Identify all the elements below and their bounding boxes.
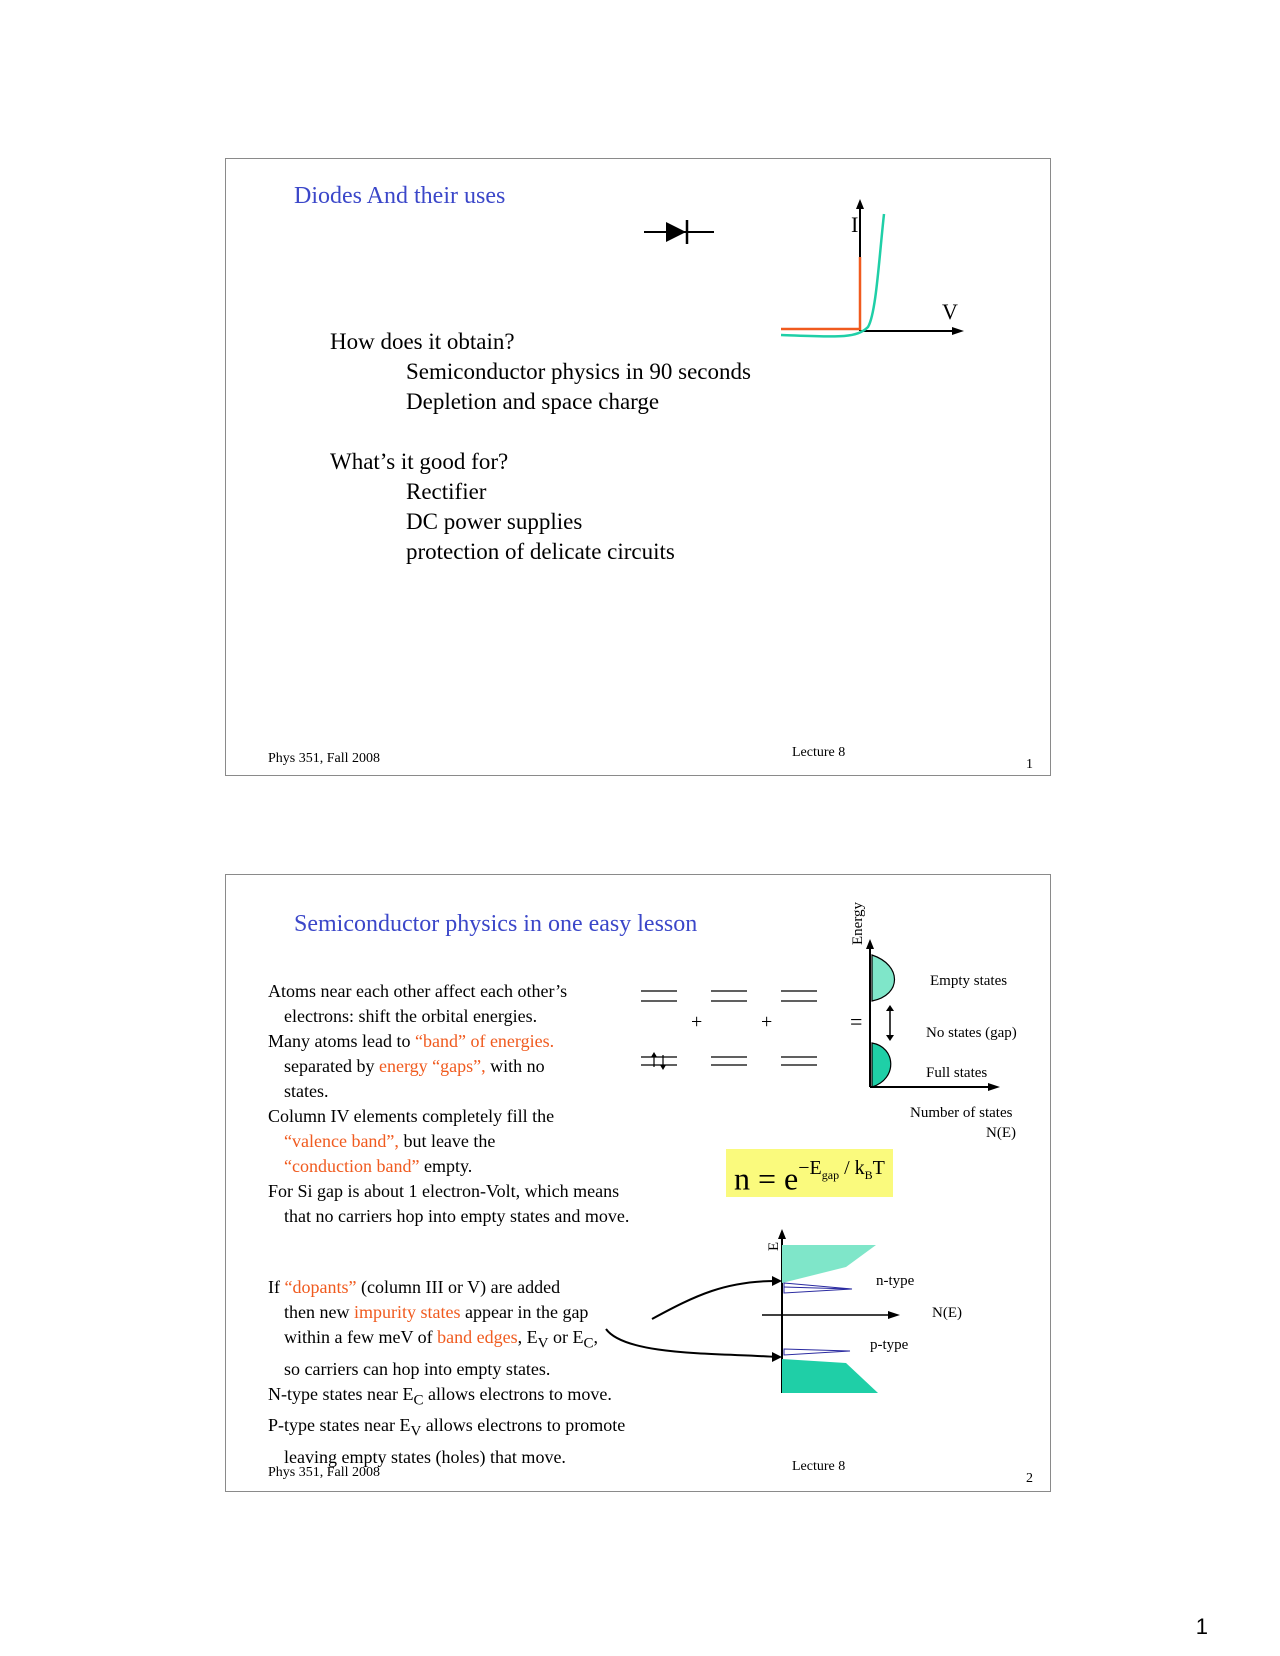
empty-states-label: Empty states [930,973,1008,989]
n-type-label: n-type [876,1273,915,1289]
footer-lecture: Lecture 8 [792,1459,846,1474]
list-item: protection of delicate circuits [406,539,675,564]
paragraph: Atoms near each other affect each other’s electrons: shift the orbital energies. Many atoms lead to “band” of energies. separated by energy “gaps”, with no states. Column IV elements completely fill the “valence band”, but leave the “conduction band” empty. For Si gap is about 1 electron-Volt, which means that no carriers hop into empty states and move. [268,981,630,1226]
slide-number: 2 [1026,1471,1033,1486]
slide-title: Semiconductor physics in one easy lesson [294,911,698,937]
plus-sign: + [761,1011,773,1033]
full-band [872,1043,891,1087]
axis-i-label: I [851,212,859,237]
diode-symbol-icon [644,217,716,247]
orbital-levels-diagram [641,991,841,1081]
slide-title: Diodes And their uses [294,183,506,209]
valence-band [782,1359,878,1393]
doped-band-diagram [606,1225,909,1415]
footer-course: Phys 351, Fall 2008 [268,1465,381,1480]
p-type-label: p-type [870,1337,909,1353]
list-item: Rectifier [406,479,487,504]
question-1: How does it obtain? [330,329,515,354]
energy-axis-label: Energy [850,901,866,945]
plus-sign: + [691,1011,703,1033]
paragraph: If “dopants” (column III or V) are added then new impurity states appear in the gap within a few meV of band edges, $E_V$ or $E_C$, so carriers can hop into empty states. N-type states near $E_C$ allows electrons to move. P-type states near $E_V$ allows electrons to promote leaving empty states (holes) that move. [268,1277,626,1467]
conduction-band [782,1245,876,1283]
ne2-label: N(E) [932,1305,962,1321]
slide-2 [225,874,1051,1492]
question-2: What’s it good for? [330,449,509,474]
empty-band [872,955,895,1001]
full-states-label: Full states [926,1065,988,1081]
list-item: DC power supplies [406,509,583,534]
list-item: Semiconductor physics in 90 seconds [406,359,751,384]
e-axis-label: E [766,1241,782,1251]
slide-1 [225,158,1051,776]
slide-number: 1 [1026,757,1033,772]
equals-sign: = [850,1009,863,1034]
list-item: Depletion and space charge [406,389,660,414]
num-states-label: Number of states [910,1105,1013,1121]
carrier-density-formula: $n = e^{-E_{gap} / k_BT}$ [726,1149,893,1197]
axis-v-label: V [942,299,958,324]
real-curve [781,214,884,337]
page-number: 1 [1195,1614,1208,1639]
ideal-curve [781,257,860,329]
ne-label: N(E) [986,1125,1016,1141]
footer-lecture: Lecture 8 [792,745,846,760]
no-states-label: No states (gap) [926,1025,1017,1041]
footer-course: Phys 351, Fall 2008 [268,751,381,766]
